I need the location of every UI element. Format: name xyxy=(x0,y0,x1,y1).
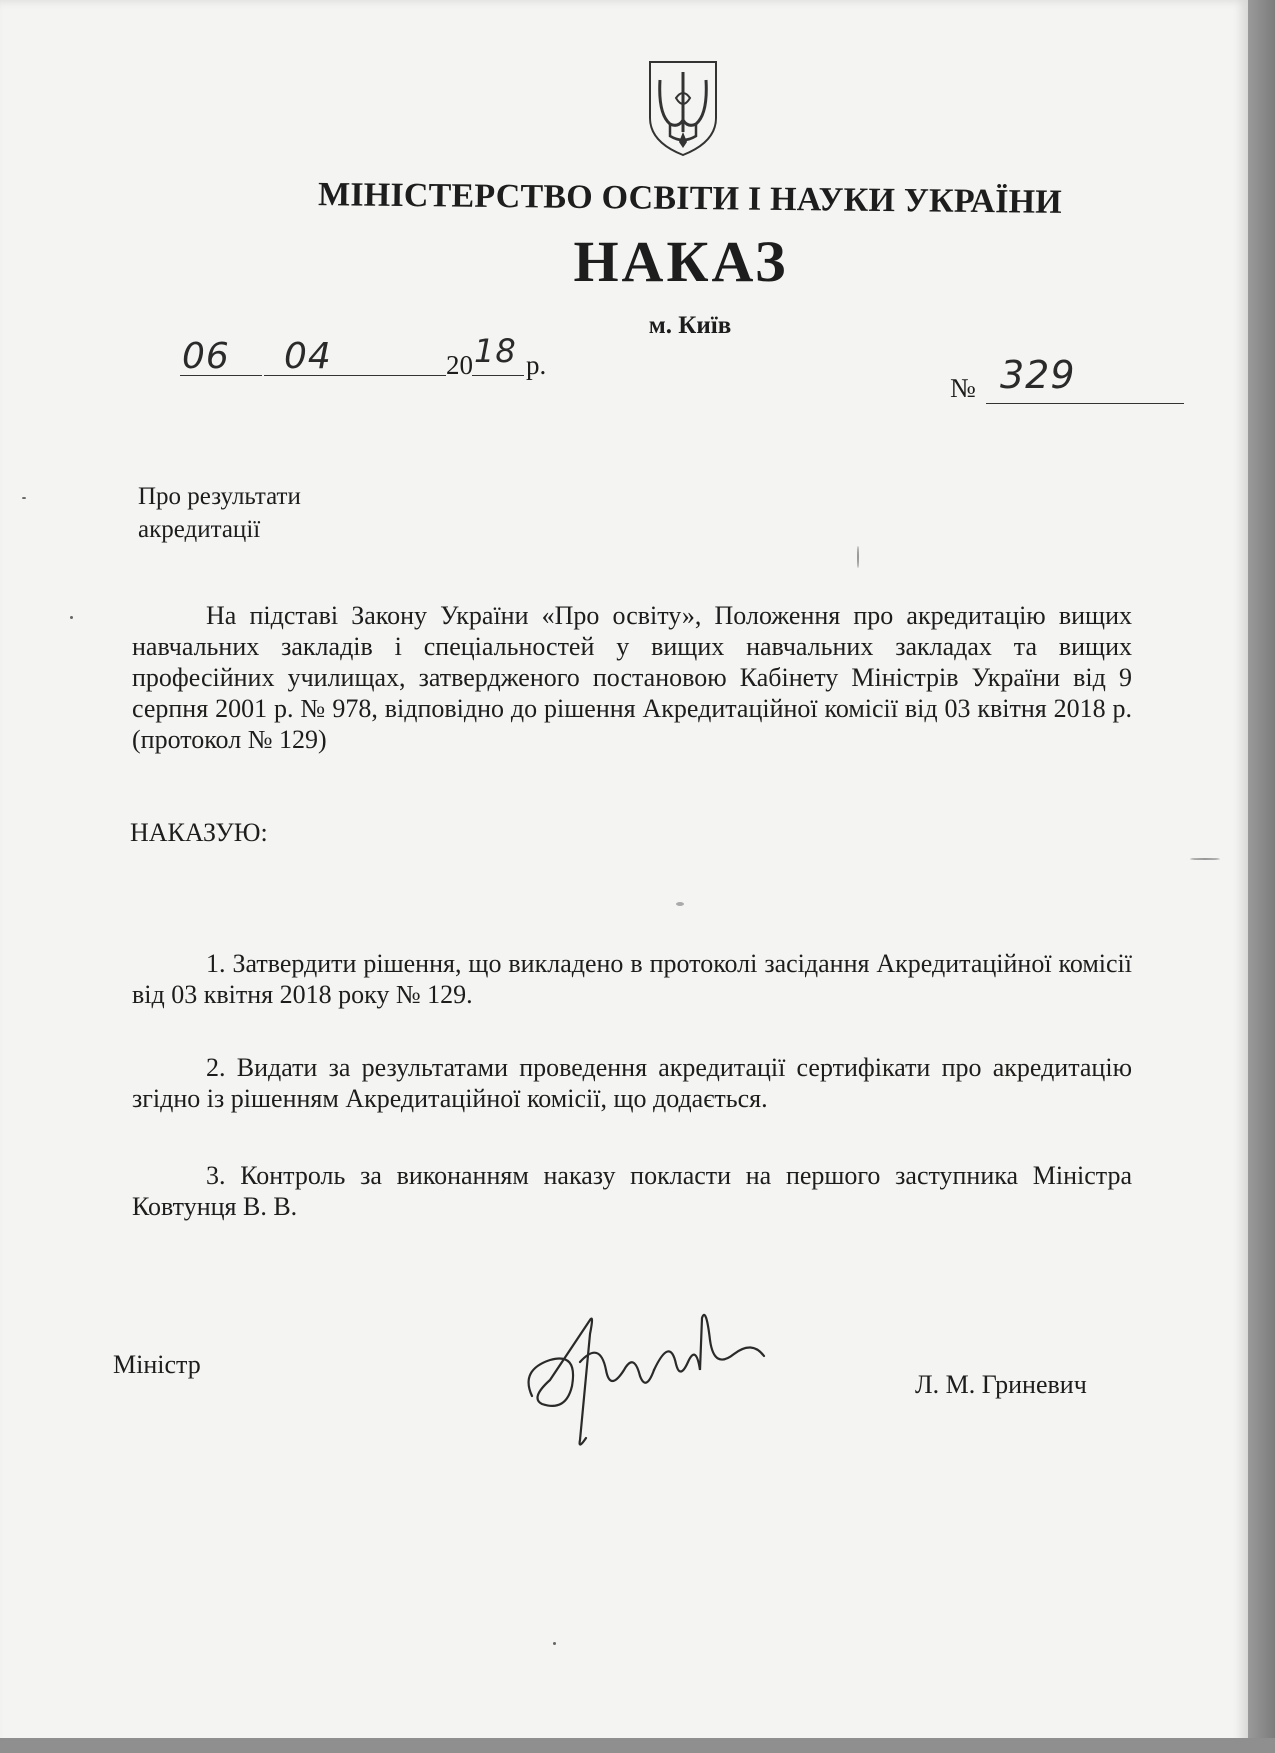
order-number-line xyxy=(950,353,1190,415)
year-suffix: 18 xyxy=(474,332,517,370)
subject-line-1: Про результати xyxy=(138,483,301,510)
month-underline xyxy=(264,375,446,376)
scan-speck xyxy=(676,902,684,906)
date-line xyxy=(180,332,547,390)
scan-speck xyxy=(70,616,73,619)
scan-bottom-edge xyxy=(0,1738,1275,1753)
date-month: 04 xyxy=(284,336,332,377)
scan-right-edge xyxy=(1248,0,1275,1753)
year-prefix: 20 xyxy=(446,350,473,380)
subject-line-2: акредитації xyxy=(138,516,261,543)
preamble-paragraph: На підставі Закону України «Про освіту», Положення про акредитацію вищих навчальних закладів і спеціальностей у вищих навчальних закладах та вищих професійних училищах, затвердженого постановою Кабінету Міністрів України від 9 серпня 2001 р. № 978, відповідно до рішення Акредитаційної комісії від 03 квітня 2018 р. (протокол № 129) xyxy=(132,601,1132,754)
order-item-1: 1. Затвердити рішення, що викладено в протоколі засідання Акредитаційної комісії від 03 квітня 2018 року № 129. xyxy=(132,949,1132,1009)
order-item-3: 3. Контроль за виконанням наказу покласти на першого заступника Міністра Ковтунця В. В. xyxy=(132,1161,1132,1221)
scan-speck xyxy=(553,1642,556,1645)
order-item-2: 2. Видати за результатами проведення акредитації сертифікати про акредитацію згідно із рішенням Акредитаційної комісії, що додається. xyxy=(132,1053,1132,1113)
order-number: 329 xyxy=(1000,353,1076,397)
ministry-name: МІНІСТЕРСТВО ОСВІТИ І НАУКИ УКРАЇНИ xyxy=(317,176,1063,221)
year-underline xyxy=(472,375,524,376)
document-title: НАКАЗ xyxy=(573,229,789,294)
handwritten-signature xyxy=(520,1300,770,1450)
number-sign: № xyxy=(950,373,976,403)
scan-speck xyxy=(857,546,859,568)
scan-speck xyxy=(22,497,26,499)
day-underline xyxy=(180,375,262,376)
number-underline xyxy=(986,403,1184,404)
city-label: м. Київ xyxy=(648,312,732,339)
signatory-position: Міністр xyxy=(113,1350,201,1379)
year-mark: р. xyxy=(526,350,547,380)
date-day: 06 xyxy=(182,336,230,377)
trident-coat-of-arms-icon xyxy=(646,58,720,158)
document-subject xyxy=(138,480,301,546)
order-keyword: НАКАЗУЮ: xyxy=(130,818,268,847)
signatory-name: Л. М. Гриневич xyxy=(915,1370,1087,1399)
scan-speck xyxy=(1190,858,1220,860)
